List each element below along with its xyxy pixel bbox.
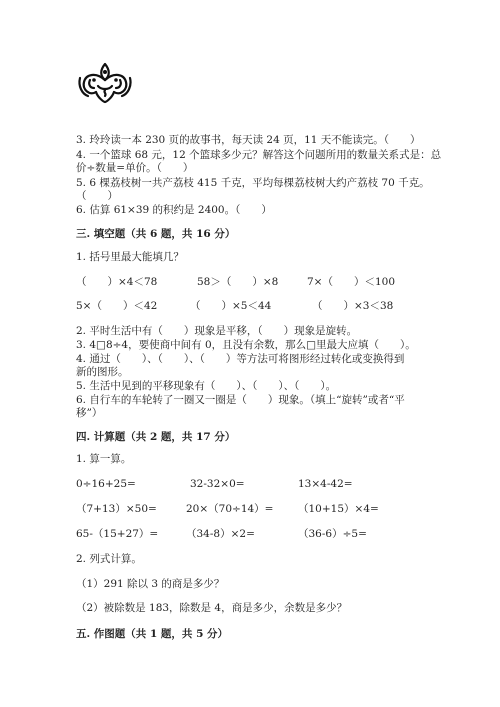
calc-r1-c1: 0÷16+25= (76, 478, 136, 490)
section-3-heading: 三. 填空题（共 6 题，共 16 分） (76, 228, 236, 240)
fill-q1-r2-c1: 5×（ ）＜42 (76, 300, 158, 312)
fill-q4-line1: 4. 通过（ ）、（ ）、（ ）等方法可将图形经过转化或变换得到 (76, 353, 405, 365)
fill-q1-title: 1. 括号里最大能填几？ (76, 251, 184, 263)
fill-q2: 2. 平时生活中有（ ）现象是平移，（ ）现象是旋转。 (76, 325, 358, 337)
fill-q1-r1-c1: （ ）×4＜78 (76, 276, 158, 288)
fill-q5: 5. 生活中见到的平移现象有（ ）、（ ）、（ ）。 (76, 380, 337, 392)
fill-q6-line2: 移”） (76, 407, 103, 419)
ornament-logo (76, 58, 134, 106)
fill-q1-r2-c3: （ ）×3＜38 (312, 300, 394, 312)
judge-item-3: 3. 玲玲读一本 230 页的故事书，每天读 24 页，11 天不能读完。（ ） (76, 134, 421, 146)
calc-q1-title: 1. 算一算。 (76, 453, 132, 465)
calc-r3-c3: （36-6）÷5= (298, 528, 367, 540)
judge-item-5-line1: 5. 6 棵荔枝树一共产荔枝 415 千克，平均每棵荔枝树大约产荔枝 70 千克。 (76, 177, 430, 189)
judge-item-4-line1: 4. 一个篮球 68 元，12 个篮球多少元？解答这个问题所用的数量关系式是：总 (76, 149, 442, 161)
calc-r3-c2: （34-8）×2= (186, 528, 255, 540)
calc-r3-c1: 65-（15+27）= (76, 528, 159, 540)
calc-r2-c2: 20×（70÷14）= (186, 503, 274, 515)
fill-q1-r1-c2: 58＞（ ）×8 (197, 276, 279, 288)
fill-q1-r1-c3: 7×（ ）＜100 (307, 276, 396, 288)
calc-r2-c3: （10+15）×4= (298, 503, 379, 515)
judge-item-5-line2: （ ） (76, 190, 118, 202)
judge-item-4-line2: 价÷数量=单价。（ ） (76, 162, 194, 174)
section-5-heading: 五. 作图题（共 1 题，共 5 分） (76, 628, 229, 640)
calc-q2-sub1: （1）291 除以 3 的商是多少？ (76, 578, 225, 590)
calc-r1-c2: 32-32×0= (190, 478, 245, 490)
fill-q6-line1: 6. 自行车的车轮转了一圈又一圈是（ ）现象。（填上“旋转”或者“平 (76, 394, 405, 406)
judge-item-6: 6. 估算 61×39 的积约是 2400。（ ） (76, 204, 272, 216)
fill-q1-r2-c2: （ ）×5＜44 (190, 300, 272, 312)
calc-q2-title: 2. 列式计算。 (76, 553, 142, 565)
section-4-heading: 四. 计算题（共 2 题，共 17 分） (76, 431, 236, 443)
calc-r2-c1: （7+13）×50= (76, 503, 157, 515)
calc-q2-sub2: （2）被除数是 183，除数是 4，商是多少，余数是多少？ (76, 602, 348, 614)
fill-q3: 3. 4□8÷4，要使商中间有 0，且没有余数，那么□里最大应填（ ）。 (76, 339, 416, 351)
fill-q4-line2: 新的图形。 (76, 366, 129, 378)
calc-r1-c3: 13×4-42= (298, 478, 353, 490)
